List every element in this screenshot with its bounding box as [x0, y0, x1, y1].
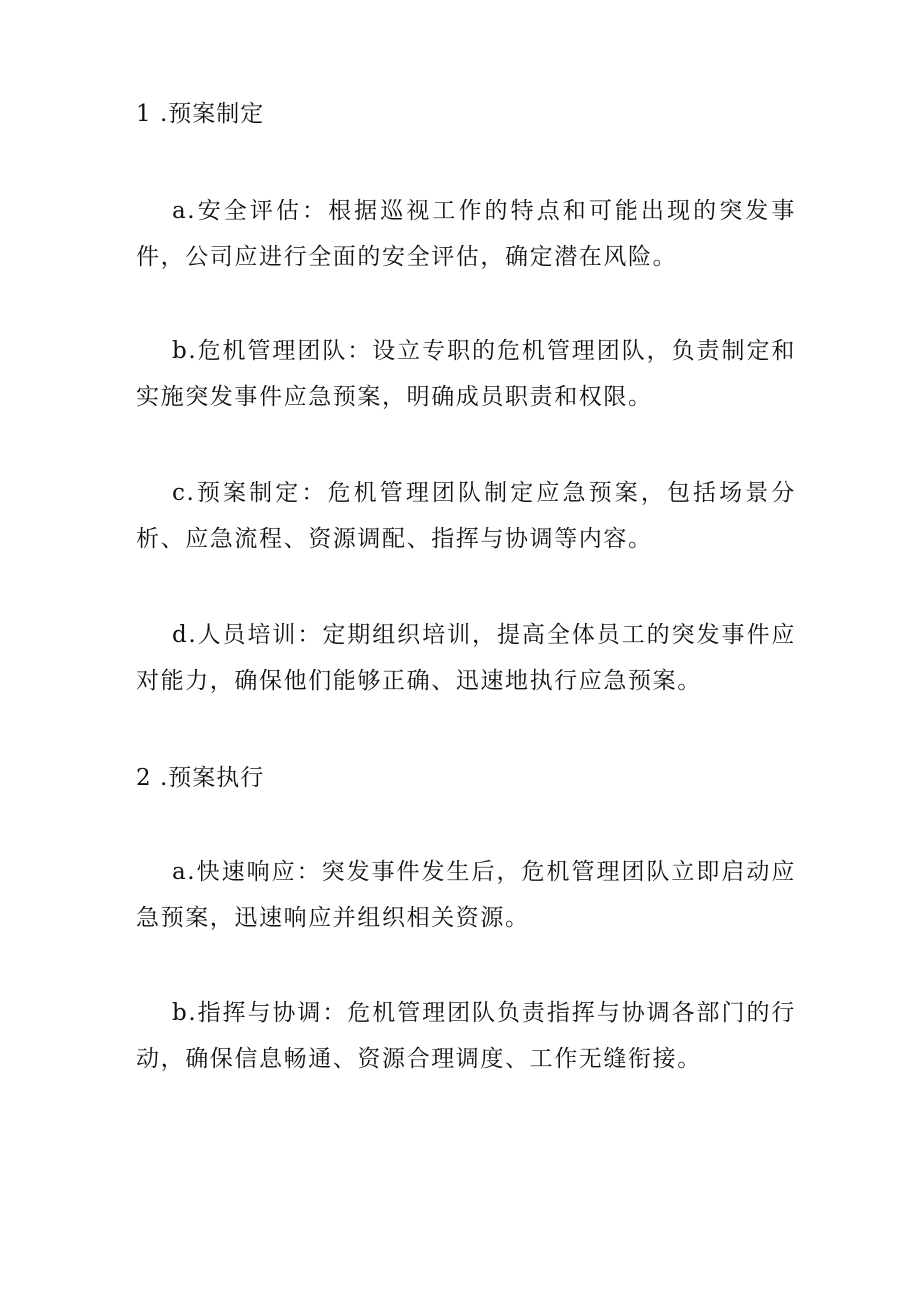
item-text: 指挥与协调：危机管理团队负责指挥与协调各部门的行动，确保信息畅通、资源合理调度、工作无缝衔接。	[136, 1000, 796, 1072]
item-label: d.	[172, 622, 198, 648]
paragraph-2a	[136, 849, 796, 941]
paragraph-1c	[136, 470, 796, 562]
item-label: c.	[172, 480, 196, 506]
item-text: 快速响应：突发事件发生后，危机管理团队立即启动应急预案，迅速响应并组织相关资源。	[136, 859, 796, 931]
item-text: 预案制定：危机管理团队制定应急预案，包括场景分析、应急流程、资源调配、指挥与协调等内容。	[136, 480, 796, 552]
section-heading-2: 2 .预案执行	[136, 765, 265, 791]
paragraph-1b	[136, 328, 796, 420]
item-label: a.	[172, 859, 197, 885]
item-label: b.	[172, 338, 198, 364]
paragraph-1a	[136, 188, 796, 280]
item-text: 危机管理团队：设立专职的危机管理团队，负责制定和实施突发事件应急预案，明确成员职责和权限。	[136, 338, 796, 410]
paragraph-1d	[136, 612, 796, 704]
paragraph-2b	[136, 990, 796, 1082]
item-text: 安全评估：根据巡视工作的特点和可能出现的突发事件，公司应进行全面的安全评估，确定潜在风险。	[136, 198, 796, 270]
section-heading-1: 1 .预案制定	[136, 101, 265, 127]
item-label: a.	[172, 198, 197, 224]
item-text: 人员培训：定期组织培训，提高全体员工的突发事件应对能力，确保他们能够正确、迅速地执行应急预案。	[136, 622, 796, 694]
item-label: b.	[172, 1000, 198, 1026]
